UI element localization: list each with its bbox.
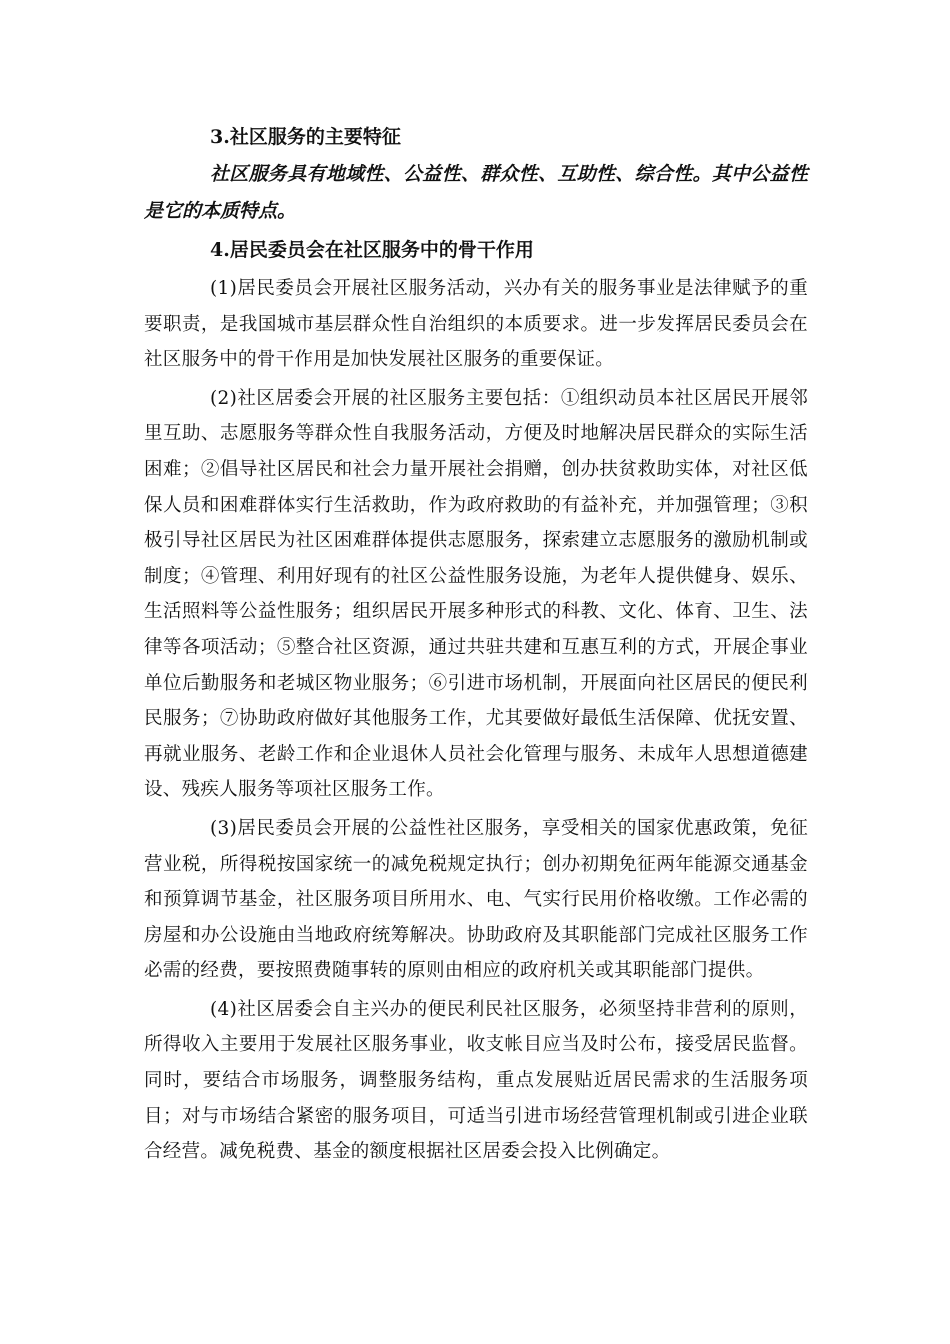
paragraph-1: (1)居民委员会开展社区服务活动，兴办有关的服务事业是法律赋予的重要职责，是我国城市基层群众性自治组织的本质要求。进一步发挥居民委员会在社区服务中的骨干作用是加快发展社区服务的重要保证。: [144, 278, 808, 371]
paragraph-3: (3)居民委员会开展的公益性社区服务，享受相关的国家优惠政策，免征营业税，所得税按国家统一的减免税规定执行；创办初期免征两年能源交通基金和预算调节基金，社区服务项目所用水、电、气实行民用价格收缴。工作必需的房屋和办公设施由当地政府统筹解决。协助政府及其职能部门完成社区服务工作必需的经费，要按照费随事转的原则由相应的政府机关或其职能部门提供。: [144, 817, 808, 982]
paragraph-2: (2)社区居委会开展的社区服务主要包括：①组织动员本社区居民开展邻里互助、志愿服务等群众性自我服务活动，方便及时地解决居民群众的实际生活困难；②倡导社区居民和社会力量开展社会捐赠，创办扶贫救助实体，对社区低保人员和困难群体实行生活救助，作为政府救助的有益补充，并加强管理；③积极引导社区居民为社区困难群体提供志愿服务，探索建立志愿服务的激励机制或制度；④管理、利用好现有的社区公益性服务设施，为老年人提供健身、娱乐、生活照料等公益性服务；组织居民开展多种形式的科教、文化、体育、卫生、法律等各项活动；⑤整合社区资源，通过共驻共建和互惠互利的方式，开展企事业单位后勤服务和老城区物业服务；⑥引进市场机制，开展面向社区居民的便民利民服务；⑦协助政府做好其他服务工作，尤其要做好最低生活保障、优抚安置、再就业服务、老龄工作和企业退休人员社会化管理与服务、未成年人思想道德建设、残疾人服务等项社区服务工作。: [144, 387, 808, 801]
section-3-summary: 社区服务具有地域性、公益性、群众性、互助性、综合性。其中公益性是它的本质特点。: [144, 163, 808, 222]
section-4-heading: 4.居民委员会在社区服务中的骨干作用: [210, 239, 534, 261]
section-3-heading: 3.社区服务的主要特征: [210, 126, 401, 148]
paragraph-4: (4)社区居委会自主兴办的便民利民社区服务，必须坚持非营利的原则，所得收入主要用于发展社区服务事业，收支帐目应当及时公布，接受居民监督。同时，要结合市场服务，调整服务结构，重点发展贴近居民需求的生活服务项目；对与市场结合紧密的服务项目，可适当引进市场经营管理机制或引进企业联合经营。减免税费、基金的额度根据社区居委会投入比例确定。: [144, 998, 808, 1163]
page-content: [144, 119, 808, 1170]
